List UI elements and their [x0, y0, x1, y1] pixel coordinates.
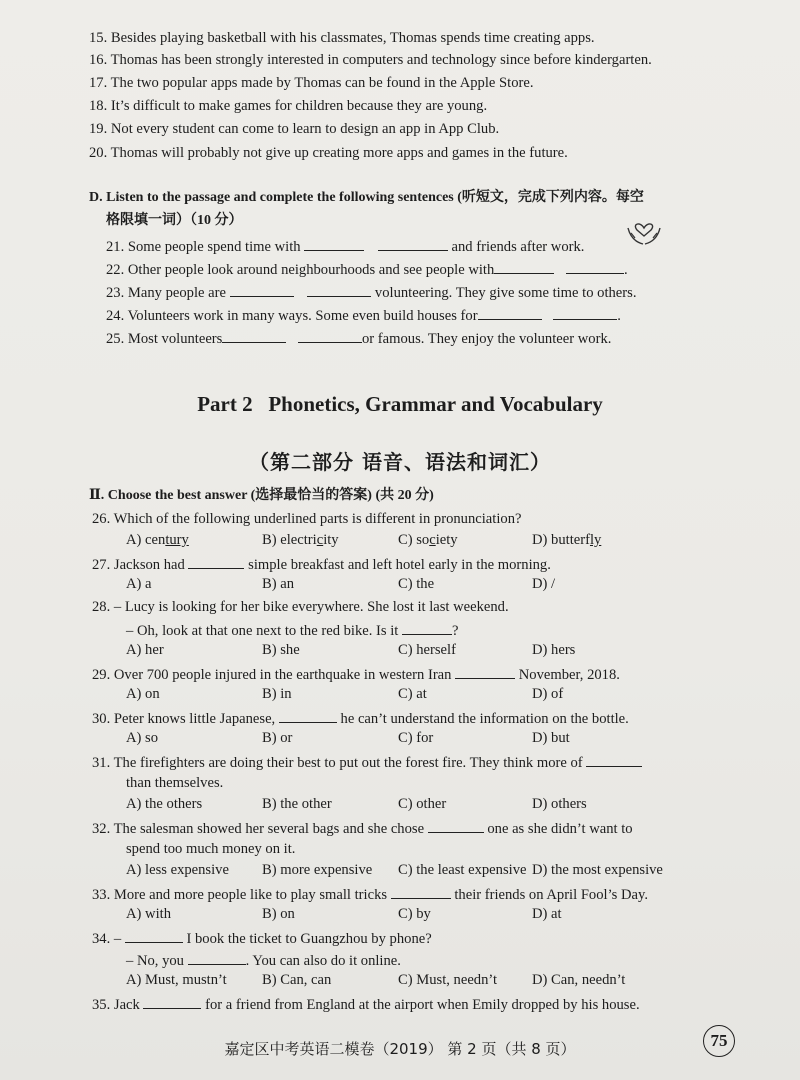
part2-title: Part 2 Phonetics, Grammar and Vocabulary — [197, 392, 603, 416]
q33-stem: 33. More and more people like to play small tricks their friends on April Fool’s Day. — [92, 884, 648, 904]
hands-heart-icon — [625, 218, 663, 248]
q26-stem: 26. Which of the following underlined parts is different in pronunciation? — [92, 511, 522, 527]
sentence-21-post: and friends after work. — [451, 239, 585, 255]
q30-blank[interactable] — [279, 708, 337, 723]
q31-blank[interactable] — [586, 752, 642, 767]
blank-25a[interactable] — [222, 328, 286, 343]
q28-blank[interactable] — [402, 620, 452, 635]
section-ii-heading: Ⅱ. Choose the best answer (选择最恰当的答案) (共 20 分) — [89, 488, 434, 503]
q28-option-a[interactable]: A) her — [126, 642, 164, 658]
blank-25b[interactable] — [298, 328, 362, 343]
sentence-25-pre: 25. Most volunteers — [106, 331, 223, 347]
q29-option-a[interactable]: A) on — [126, 686, 160, 702]
sentence-25 — [106, 328, 611, 348]
q29-stem: 29. Over 700 people injured in the earthquake in western Iran November, 2018. — [92, 664, 620, 684]
blank-24a[interactable] — [478, 305, 542, 320]
q33-blank[interactable] — [391, 884, 451, 899]
q32-option-d[interactable]: D) the most expensive — [532, 862, 663, 878]
statement-19: 19. Not every student can come to learn to design an app in App Club. — [89, 121, 500, 137]
blank-22b[interactable] — [566, 259, 624, 274]
blank-23a[interactable] — [230, 282, 294, 297]
q26-option-c[interactable]: C) society — [398, 532, 458, 548]
q27-option-b[interactable]: B) an — [262, 576, 295, 592]
q34-option-c[interactable]: C) Must, needn’t — [398, 972, 498, 988]
sentence-22-post: . — [623, 262, 628, 278]
q31-option-c[interactable]: C) other — [398, 796, 447, 812]
q26-option-b[interactable]: B) electricity — [262, 532, 339, 548]
sentence-21 — [106, 236, 584, 256]
statement-16: 16. Thomas has been strongly interested in computers and technology since before kindergarten. — [89, 52, 652, 68]
q34-line1: 34. – I book the ticket to Guangzhou by phone? — [92, 928, 432, 948]
q29-option-d[interactable]: D) of — [532, 686, 564, 702]
statement-20: 20. Thomas will probably not give up creating more apps and games in the future. — [89, 145, 568, 161]
q28-line1: 28. – Lucy is looking for her bike everywhere. She lost it last weekend. — [92, 599, 509, 615]
q35-stem: 35. Jack for a friend from England at the airport when Emily dropped by his house. — [92, 994, 640, 1014]
sentence-21-pre: 21. Some people spend time with — [106, 239, 301, 255]
sentence-23-pre: 23. Many people are — [106, 285, 226, 301]
q31-line2: than themselves. — [126, 775, 224, 791]
q34-blank-1[interactable] — [125, 928, 183, 943]
sentence-22-pre: 22. Other people look around neighbourhoods and see people with — [106, 262, 495, 278]
section-d-heading: D. Listen to the passage and complete the following sentences (听短文，完成下列内容。每空 — [89, 190, 644, 205]
sentence-23 — [106, 282, 636, 302]
blank-22a[interactable] — [494, 259, 554, 274]
q33-option-b[interactable]: B) on — [262, 906, 295, 922]
q27-blank[interactable] — [188, 554, 244, 569]
q27-stem: 27. Jackson had simple breakfast and left hotel early in the morning. — [92, 554, 551, 574]
q35-blank[interactable] — [143, 994, 201, 1009]
q34-blank-2[interactable] — [188, 950, 246, 965]
q32-line1: 32. The salesman showed her several bags and she chose one as she didn’t want to — [92, 818, 633, 838]
q32-option-c[interactable]: C) the least expensive — [398, 862, 527, 878]
q32-option-a[interactable]: A) less expensive — [126, 862, 229, 878]
blank-23b[interactable] — [307, 282, 371, 297]
q33-option-c[interactable]: C) by — [398, 906, 431, 922]
statement-15: 15. Besides playing basketball with his classmates, Thomas spends time creating apps. — [89, 30, 595, 46]
blank-21b[interactable] — [378, 236, 448, 251]
sentence-23-post: volunteering. They give some time to others. — [374, 285, 637, 301]
q31-option-d[interactable]: D) others — [532, 796, 587, 812]
q27-option-c[interactable]: C) the — [398, 576, 435, 592]
q30-option-d[interactable]: D) but — [532, 730, 570, 746]
q33-option-d[interactable]: D) at — [532, 906, 562, 922]
q34-option-b[interactable]: B) Can, can — [262, 972, 332, 988]
sentence-22 — [106, 259, 628, 279]
section-d-heading-2: 格限填一词）（10 分） — [106, 213, 243, 228]
q28-option-b[interactable]: B) she — [262, 642, 300, 658]
q29-option-c[interactable]: C) at — [398, 686, 427, 702]
q34-option-d[interactable]: D) Can, needn’t — [532, 972, 626, 988]
page-footer: 嘉定区中考英语二模卷（2019） 第 2 页（共 8 页） — [224, 1040, 576, 1058]
sentence-25-post: or famous. They enjoy the volunteer work. — [362, 331, 612, 347]
sentence-24-post: . — [617, 308, 621, 324]
q32-line2: spend too much money on it. — [126, 841, 296, 857]
q31-option-a[interactable]: A) the others — [126, 796, 203, 812]
blank-21a[interactable] — [304, 236, 364, 251]
page-number-badge: 75 — [703, 1025, 735, 1057]
q28-option-c[interactable]: C) herself — [398, 642, 456, 658]
q27-option-a[interactable]: A) a — [126, 576, 152, 592]
sentence-24-pre: 24. Volunteers work in many ways. Some even build houses for — [106, 308, 478, 324]
q28-line2: – Oh, look at that one next to the red bike. Is it ? — [126, 620, 459, 640]
q30-option-c[interactable]: C) for — [398, 730, 434, 746]
q30-option-a[interactable]: A) so — [126, 730, 159, 746]
q32-option-b[interactable]: B) more expensive — [262, 862, 373, 878]
q32-blank[interactable] — [428, 818, 484, 833]
q26-option-a[interactable]: A) century — [126, 532, 189, 548]
statement-17: 17. The two popular apps made by Thomas can be found in the Apple Store. — [89, 75, 534, 91]
q34-option-a[interactable]: A) Must, mustn’t — [126, 972, 227, 988]
q30-option-b[interactable]: B) or — [262, 730, 293, 746]
sentence-24 — [106, 305, 621, 325]
q26-option-d[interactable]: D) butterfly — [532, 532, 602, 548]
statement-18: 18. It’s difficult to make games for children because they are young. — [89, 98, 488, 114]
q29-option-b[interactable]: B) in — [262, 686, 292, 702]
q31-option-b[interactable]: B) the other — [262, 796, 332, 812]
q33-option-a[interactable]: A) with — [126, 906, 171, 922]
q28-option-d[interactable]: D) hers — [532, 642, 576, 658]
q29-blank[interactable] — [455, 664, 515, 679]
q30-stem: 30. Peter knows little Japanese, he can’t understand the information on the bottle. — [92, 708, 629, 728]
blank-24b[interactable] — [553, 305, 617, 320]
q27-option-d[interactable]: D) / — [532, 576, 556, 592]
part2-subtitle: （第二部分 语音、语法和词汇） — [249, 450, 551, 474]
q31-line1: 31. The firefighters are doing their best to put out the forest fire. They think more of — [92, 752, 642, 772]
q34-line2: – No, you . You can also do it online. — [126, 950, 401, 970]
